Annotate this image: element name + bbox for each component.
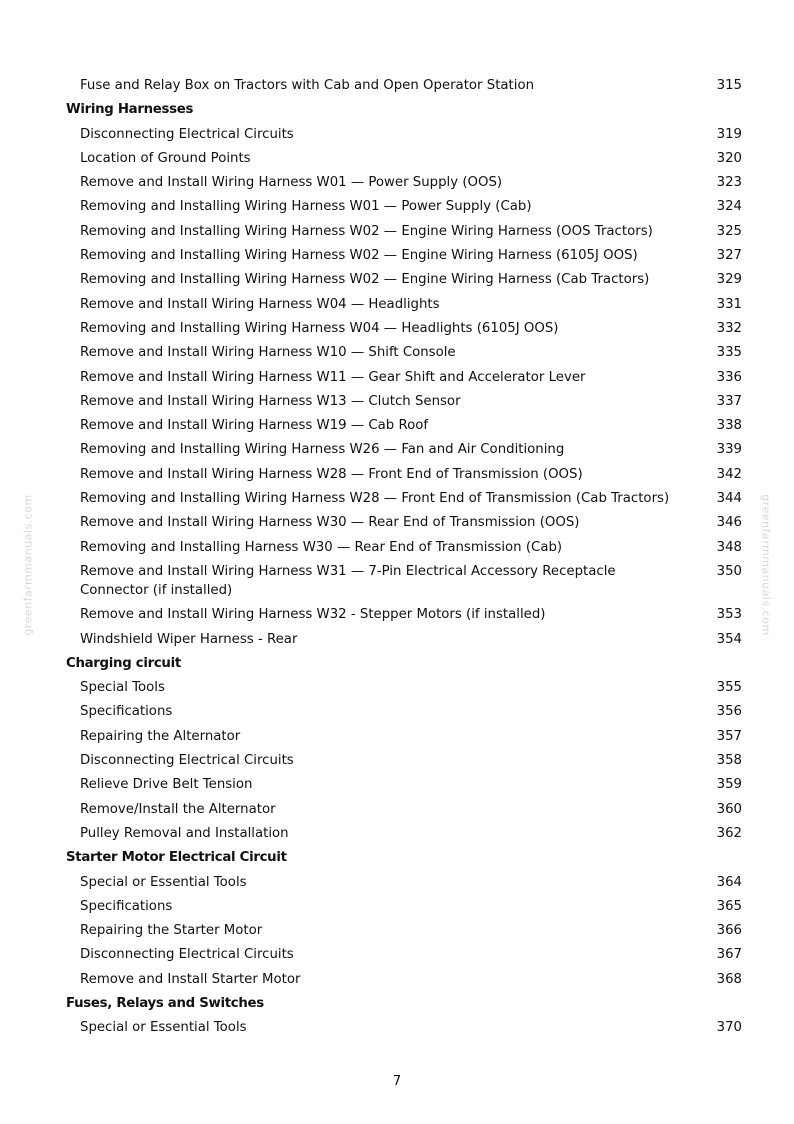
page-ref: 365 bbox=[716, 898, 742, 914]
page-ref: 337 bbox=[716, 393, 742, 409]
toc-entry[interactable] bbox=[66, 368, 742, 387]
watermark-right: greenfarmmanuals.com bbox=[759, 494, 773, 636]
toc-entry[interactable] bbox=[66, 513, 742, 532]
page-ref: 357 bbox=[716, 728, 742, 744]
toc-entry[interactable] bbox=[66, 149, 742, 168]
page-ref: 367 bbox=[716, 947, 742, 963]
section-title: Starter Motor Electrical Circuit bbox=[66, 850, 287, 866]
page-ref: 368 bbox=[716, 971, 742, 987]
toc-entry[interactable] bbox=[66, 605, 742, 624]
page-ref: 344 bbox=[716, 491, 742, 507]
toc-entry[interactable] bbox=[66, 465, 742, 484]
entry-title: Special or Essential Tools bbox=[80, 874, 247, 890]
toc-section-heading bbox=[66, 994, 742, 1013]
section-title: Charging circuit bbox=[66, 655, 181, 671]
entry-title: Removing and Installing Wiring Harness W04 — Headlights (6105J OOS) bbox=[80, 320, 559, 336]
entry-title: Remove and Install Starter Motor bbox=[80, 971, 301, 987]
toc-section-heading bbox=[66, 100, 742, 119]
entry-title: Disconnecting Electrical Circuits bbox=[80, 753, 294, 769]
page-ref: 350 bbox=[716, 563, 742, 579]
page-ref: 332 bbox=[716, 320, 742, 336]
page-ref: 324 bbox=[716, 199, 742, 215]
entry-title: Remove and Install Wiring Harness W13 — Clutch Sensor bbox=[80, 393, 461, 409]
page-ref: 323 bbox=[716, 175, 742, 191]
section-title: Fuses, Relays and Switches bbox=[66, 995, 264, 1011]
entry-title: Remove and Install Wiring Harness W28 — Front End of Transmission (OOS) bbox=[80, 466, 583, 482]
toc-entry[interactable] bbox=[66, 562, 742, 600]
toc-entry[interactable] bbox=[66, 416, 742, 435]
toc-entry[interactable] bbox=[66, 392, 742, 411]
page-ref: 335 bbox=[716, 345, 742, 361]
page-ref: 353 bbox=[716, 607, 742, 623]
toc-entry[interactable] bbox=[66, 295, 742, 314]
toc-entry[interactable] bbox=[66, 800, 742, 819]
page-ref: 356 bbox=[716, 704, 742, 720]
entry-title: Remove and Install Wiring Harness W19 — Cab Roof bbox=[80, 418, 429, 434]
toc-entry[interactable] bbox=[66, 824, 742, 843]
entry-title: Specifications bbox=[80, 898, 173, 914]
entry-title: Disconnecting Electrical Circuits bbox=[80, 947, 294, 963]
entry-title: Remove and Install Wiring Harness W30 — Rear End of Transmission (OOS) bbox=[80, 515, 580, 531]
entry-title: Remove and Install Wiring Harness W10 — Shift Console bbox=[80, 345, 456, 361]
toc-entry[interactable] bbox=[66, 897, 742, 916]
toc-entry[interactable] bbox=[66, 222, 742, 241]
toc-entry[interactable] bbox=[66, 343, 742, 362]
toc-entry[interactable] bbox=[66, 921, 742, 940]
page-ref: 364 bbox=[716, 874, 742, 890]
toc-entry[interactable] bbox=[66, 751, 742, 770]
entry-title: Relieve Drive Belt Tension bbox=[80, 777, 253, 793]
entry-title: Special Tools bbox=[80, 680, 165, 696]
toc-entry[interactable] bbox=[66, 197, 742, 216]
page-ref: 359 bbox=[716, 777, 742, 793]
page-ref: 346 bbox=[716, 515, 742, 531]
toc-entry[interactable] bbox=[66, 970, 742, 989]
entry-title: Disconnecting Electrical Circuits bbox=[80, 126, 294, 142]
page-ref: 370 bbox=[716, 1020, 742, 1036]
entry-title: Remove and Install Wiring Harness W32 - Stepper Motors (if installed) bbox=[80, 607, 546, 623]
toc-entry[interactable] bbox=[66, 76, 742, 95]
page-ref: 355 bbox=[716, 680, 742, 696]
entry-title: Remove and Install Wiring Harness W01 — Power Supply (OOS) bbox=[80, 175, 503, 191]
entry-title: Removing and Installing Wiring Harness W02 — Engine Wiring Harness (6105J OOS) bbox=[80, 248, 638, 264]
entry-title: Removing and Installing Harness W30 — Rear End of Transmission (Cab) bbox=[80, 539, 563, 555]
entry-title: Removing and Installing Wiring Harness W26 — Fan and Air Conditioning bbox=[80, 442, 565, 458]
toc-entry[interactable] bbox=[66, 270, 742, 289]
entry-title: Pulley Removal and Installation bbox=[80, 825, 289, 841]
toc-entry[interactable] bbox=[66, 678, 742, 697]
page-ref: 358 bbox=[716, 753, 742, 769]
toc-entry[interactable] bbox=[66, 440, 742, 459]
entry-title: Repairing the Alternator bbox=[80, 728, 241, 744]
page-ref: 329 bbox=[716, 272, 742, 288]
toc-entry[interactable] bbox=[66, 1018, 742, 1037]
entry-title: Removing and Installing Wiring Harness W02 — Engine Wiring Harness (Cab Tractors) bbox=[80, 272, 650, 288]
page-ref: 327 bbox=[716, 248, 742, 264]
entry-title: Remove and Install Wiring Harness W04 — Headlights bbox=[80, 296, 440, 312]
entry-title: Location of Ground Points bbox=[80, 150, 251, 166]
toc-entry[interactable] bbox=[66, 319, 742, 338]
entry-title: Remove/Install the Alternator bbox=[80, 801, 276, 817]
entry-title: Remove and Install Wiring Harness W11 — Gear Shift and Accelerator Lever bbox=[80, 369, 586, 385]
watermark-left: greenfarmmanuals.com bbox=[21, 494, 35, 636]
toc-entry[interactable] bbox=[66, 489, 742, 508]
entry-title: Repairing the Starter Motor bbox=[80, 923, 263, 939]
page-ref: 360 bbox=[716, 801, 742, 817]
toc-entry[interactable] bbox=[66, 702, 742, 721]
page-ref: 331 bbox=[716, 296, 742, 312]
entry-title: Special or Essential Tools bbox=[80, 1020, 247, 1036]
toc-section-heading bbox=[66, 848, 742, 867]
entry-title: Remove and Install Wiring Harness W31 — 7-Pin Electrical Accessory Receptacle Connector (if installed) bbox=[80, 563, 616, 598]
page-ref: 320 bbox=[716, 150, 742, 166]
entry-title: Windshield Wiper Harness - Rear bbox=[80, 631, 298, 647]
toc-entry[interactable] bbox=[66, 727, 742, 746]
toc-entry[interactable] bbox=[66, 125, 742, 144]
toc-entry[interactable] bbox=[66, 173, 742, 192]
page-ref: 354 bbox=[716, 631, 742, 647]
page-number: 7 bbox=[392, 1074, 402, 1089]
page-ref: 342 bbox=[716, 466, 742, 482]
section-title: Wiring Harnesses bbox=[66, 102, 194, 118]
toc-section-heading bbox=[66, 654, 742, 673]
page-ref: 339 bbox=[716, 442, 742, 458]
toc-entry[interactable] bbox=[66, 873, 742, 892]
toc-entry[interactable] bbox=[66, 630, 742, 649]
toc-entry[interactable] bbox=[66, 246, 742, 265]
page-ref: 362 bbox=[716, 825, 742, 841]
toc-entry[interactable] bbox=[66, 945, 742, 964]
page-ref: 338 bbox=[716, 418, 742, 434]
entry-title: Specifications bbox=[80, 704, 173, 720]
entry-title: Removing and Installing Wiring Harness W01 — Power Supply (Cab) bbox=[80, 199, 532, 215]
toc-entry[interactable] bbox=[66, 775, 742, 794]
page-ref: 348 bbox=[716, 539, 742, 555]
table-of-contents bbox=[66, 76, 742, 1043]
page-ref: 325 bbox=[716, 223, 742, 239]
page-ref: 336 bbox=[716, 369, 742, 385]
page-ref: 319 bbox=[716, 126, 742, 142]
toc-entry[interactable] bbox=[66, 538, 742, 557]
page-ref: 366 bbox=[716, 923, 742, 939]
page-ref: 315 bbox=[716, 78, 742, 93]
entry-title: Fuse and Relay Box on Tractors with Cab and Open Operator Station bbox=[80, 78, 535, 93]
entry-title: Removing and Installing Wiring Harness W28 — Front End of Transmission (Cab Tractors) bbox=[80, 491, 670, 507]
entry-title: Removing and Installing Wiring Harness W02 — Engine Wiring Harness (OOS Tractors) bbox=[80, 223, 653, 239]
